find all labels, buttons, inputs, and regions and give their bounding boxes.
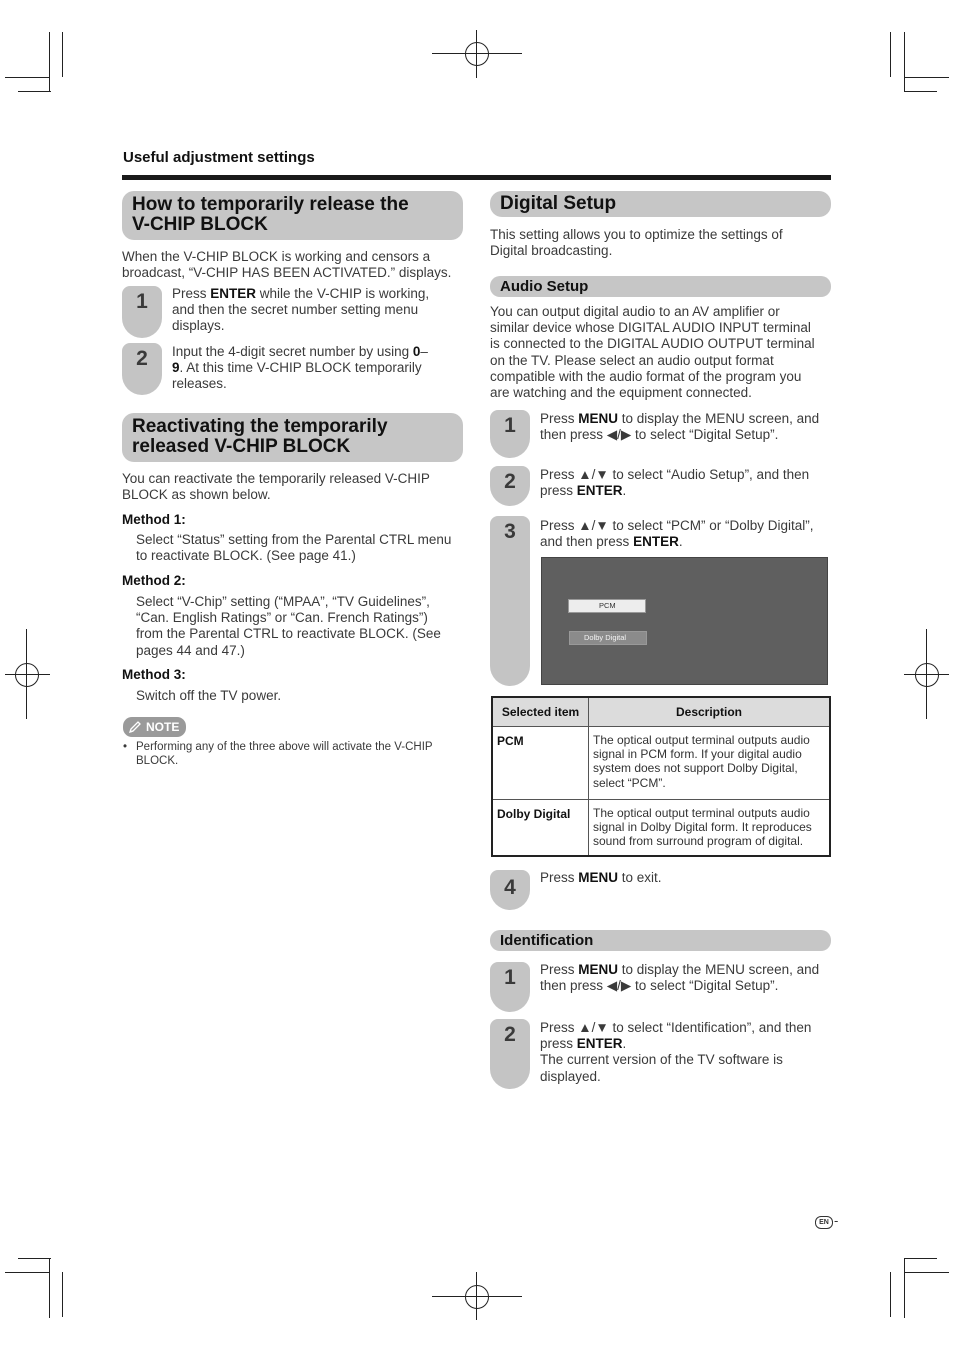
identification-heading: Identification [490, 930, 831, 951]
release-intro-line1: When the V-CHIP BLOCK is working and censors a [122, 249, 431, 264]
description-line: signal in Dolby Digital form. It reproduces [593, 820, 812, 835]
description-line: The optical output terminal outputs audio [593, 733, 810, 747]
audio-step-2-tab [490, 466, 530, 506]
audio-intro-line: You can output digital audio to an AV amplifier or [490, 304, 780, 319]
method-1-text [136, 532, 471, 564]
range-dash: – [420, 344, 428, 359]
step-text-line1: Press ▲/▼ to select “Identification”, and then [540, 1020, 812, 1035]
release-step-2-tab [122, 343, 162, 395]
section-label: Useful adjustment settings [123, 149, 315, 166]
step-text-post: while the V-CHIP is working, [256, 286, 430, 301]
release-heading [122, 191, 463, 240]
page-number-dash: - [834, 1213, 839, 1228]
step-text-pre: Press [540, 870, 579, 885]
method-1-title: Method 1: [122, 512, 186, 527]
step-text-post: to display the MENU screen, and [618, 962, 820, 977]
audio-step-3-text [540, 518, 835, 550]
step-number: 1 [136, 290, 148, 313]
table-cell-item: PCM [492, 727, 589, 800]
audio-intro-line: on the TV. Please select an audio output format [490, 352, 774, 368]
enter-key-label: ENTER [210, 286, 257, 301]
enter-key-label: ENTER [576, 483, 623, 499]
menu-key-label: MENU [578, 411, 619, 426]
identification-step-1-text [540, 962, 835, 994]
step-text-pre: and then press [540, 534, 634, 550]
note-badge-label: NOTE [146, 720, 180, 734]
note-bullet: • [123, 741, 128, 753]
note-line1: Performing any of the three above will activate the V-CHIP [136, 741, 433, 753]
method-1-line1: Select “Status” setting from the Parental CTRL menu [136, 532, 452, 547]
method-2-line3: from the Parental CTRL to reactivate BLOCK. (See [136, 626, 441, 642]
step-text-pre: Input the 4-digit secret number by using [172, 344, 413, 359]
step-text-pre: Press [540, 962, 579, 977]
method-3-title: Method 3: [122, 667, 186, 682]
release-intro-line2: broadcast, “V-CHIP HAS BEEN ACTIVATED.” displays. [122, 265, 452, 281]
note-badge [123, 717, 186, 737]
identification-step-2-text [540, 1020, 835, 1085]
table-row [492, 800, 830, 856]
method-2-title: Method 2: [122, 573, 186, 588]
audio-setup-intro [490, 304, 835, 401]
digital-setup-intro [490, 227, 835, 259]
step-text-post: . At this time V-CHIP BLOCK temporarily [179, 360, 422, 376]
release-step-1-tab [122, 286, 162, 338]
step-number: 1 [504, 414, 516, 437]
method-1-line2: to reactivate BLOCK. (See page 41.) [136, 548, 356, 564]
table-cell-description [589, 800, 831, 856]
table-header-selected-item: Selected item [492, 697, 589, 727]
release-heading-line2: V-CHIP BLOCK [132, 214, 268, 235]
step-text-pre: Press [540, 411, 579, 426]
reactivate-heading-line2: released V-CHIP BLOCK [132, 436, 351, 457]
audio-step-4-tab [490, 870, 530, 910]
step-text-line2: then press ◀/▶ to select “Digital Setup”. [540, 978, 779, 994]
step-text-line3: displays. [172, 318, 225, 334]
digital-setup-intro-line2: Digital broadcasting. [490, 243, 613, 259]
note-text [123, 740, 463, 768]
release-step-1-text [172, 286, 464, 335]
reactivate-intro-line2: BLOCK as shown below. [122, 487, 271, 503]
audio-intro-line: are watching and the equipment connected. [490, 385, 752, 401]
audio-intro-line: compatible with the audio format of the program you [490, 368, 802, 384]
table-header-row [492, 697, 830, 727]
reactivate-heading [122, 413, 463, 462]
identification-step-2-tab [490, 1019, 530, 1089]
step-number: 2 [504, 470, 516, 493]
step-number: 1 [504, 966, 516, 989]
language-badge: EN [815, 1216, 833, 1229]
step-text-post: . [622, 483, 627, 499]
step-text-line4: displayed. [540, 1068, 601, 1084]
step-text-post: to display the MENU screen, and [618, 411, 820, 426]
description-line: sound from surround program of digital. [593, 834, 804, 849]
step-text-line3: releases. [172, 376, 227, 392]
menu-key-label: MENU [578, 962, 619, 977]
step-text-line1: Press ▲/▼ to select “PCM” or “Dolby Digital”, [540, 518, 814, 533]
step-text-line3: The current version of the TV software is [540, 1052, 783, 1068]
menu-key-label: MENU [578, 870, 619, 885]
audio-step-3-tab [490, 516, 530, 686]
digital-setup-intro-line1: This setting allows you to optimize the settings of [490, 227, 783, 242]
step-number: 2 [504, 1023, 516, 1046]
audio-step-1-text [540, 411, 835, 443]
method-2-line1: Select “V-Chip” setting (“MPAA”, “TV Guidelines”, [136, 594, 430, 609]
step-text-post: to exit. [618, 870, 662, 885]
screen-option-pcm: PCM [568, 599, 646, 613]
table-cell-description [589, 727, 831, 800]
step-text-pre: press [540, 483, 577, 499]
audio-setup-heading: Audio Setup [490, 276, 831, 297]
step-text-pre: Press [172, 286, 211, 301]
digital-setup-heading: Digital Setup [490, 191, 831, 217]
release-intro [122, 249, 472, 281]
step-text-line2: and then the secret number setting menu [172, 302, 419, 318]
audio-intro-line: similar device whose DIGITAL AUDIO INPUT terminal [490, 320, 811, 336]
description-line: signal in PCM form. If your digital audio [593, 747, 802, 762]
digit-zero: 0 [412, 344, 421, 359]
method-2-text [136, 594, 471, 659]
header-rule [122, 175, 831, 180]
method-3-text: Switch off the TV power. [136, 688, 282, 703]
reactivate-intro-line1: You can reactivate the temporarily released V-CHIP [122, 471, 430, 486]
enter-key-label: ENTER [633, 534, 679, 550]
pencil-icon [128, 720, 143, 734]
audio-intro-line: is connected to the DIGITAL AUDIO OUTPUT terminal [490, 336, 815, 352]
reactivate-heading-line1: Reactivating the temporarily [132, 416, 388, 437]
audio-step-4-text [540, 870, 835, 886]
step-text-line2: then press ◀/▶ to select “Digital Setup”. [540, 427, 779, 443]
enter-key-label: ENTER [576, 1036, 623, 1052]
tv-screen-preview [541, 557, 828, 685]
digit-nine: 9 [172, 360, 180, 376]
table-header-description: Description [589, 697, 831, 727]
table-row [492, 727, 830, 800]
release-heading-line1: How to temporarily release the [132, 194, 409, 215]
step-number: 4 [504, 876, 516, 899]
step-text-pre: press [540, 1036, 577, 1052]
description-line: The optical output terminal outputs audio [593, 806, 810, 820]
step-text-post: . [678, 534, 683, 550]
screen-option-dolby-digital: Dolby Digital [569, 631, 647, 645]
audio-options-table [491, 696, 831, 857]
description-line: select “PCM”. [593, 775, 666, 790]
step-number: 2 [136, 347, 148, 370]
description-line: system does not support Dolby Digital, [593, 761, 798, 776]
note-line2: BLOCK. [136, 755, 179, 767]
identification-step-1-tab [490, 962, 530, 1012]
step-text-post: . [622, 1036, 627, 1052]
method-2-line2: “Can. English Ratings” or “Can. French Ratings”) [136, 610, 428, 626]
release-step-2-text [172, 344, 464, 393]
method-2-line4: pages 44 and 47.) [136, 642, 245, 658]
table-cell-item: Dolby Digital [492, 800, 589, 856]
reactivate-intro [122, 471, 472, 503]
audio-step-2-text [540, 467, 835, 499]
step-text-line1: Press ▲/▼ to select “Audio Setup”, and then [540, 467, 810, 482]
audio-step-1-tab [490, 410, 530, 458]
step-number: 3 [504, 520, 516, 543]
